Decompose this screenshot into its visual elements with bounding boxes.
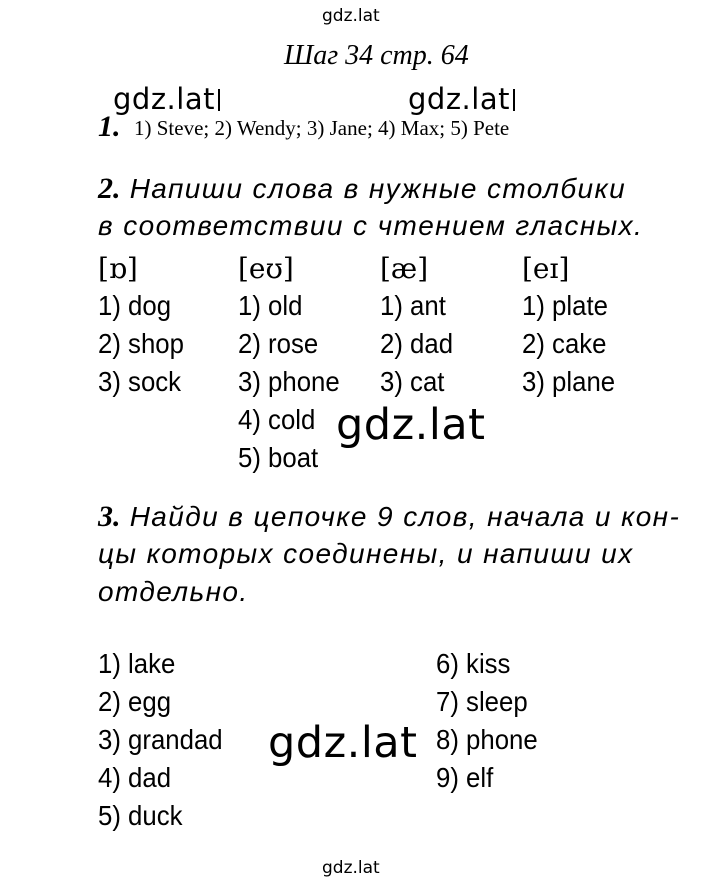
task1-number: 1.: [98, 110, 121, 143]
word-item: 3) plane: [522, 366, 616, 397]
column-header-sound-1: [ɒ]: [98, 252, 138, 285]
word-item: 5) boat: [238, 442, 319, 473]
word-item: 1) dog: [98, 290, 172, 321]
word-item: 2) shop: [98, 328, 184, 359]
watermark-top: gdz.lat: [322, 6, 380, 26]
task1-answer: 1) Steve; 2) Wendy; 3) Jane; 4) Max; 5) Pete: [134, 116, 510, 140]
answer-item: 4) dad: [98, 762, 172, 793]
word-item: 4) cold: [238, 404, 316, 435]
watermark-left-text: gdz.lat: [113, 82, 215, 116]
word-item: 3) sock: [98, 366, 182, 397]
word-item: 3) phone: [238, 366, 340, 397]
watermark-center: gdz.lat: [336, 400, 486, 450]
task3-number: 3.: [98, 500, 121, 533]
watermark-right-text: gdz.lat: [408, 82, 510, 116]
answer-item: 6) kiss: [436, 648, 511, 679]
task2-number: 2.: [98, 172, 121, 205]
word-item: 2) cake: [522, 328, 607, 359]
task2-instruction-line2: в соответствии с чтением гласных.: [98, 210, 644, 241]
cursor-bar: [513, 89, 515, 111]
task2-instruction-line1: [98, 172, 626, 206]
page-header: Шаг 34 стр. 64: [284, 40, 469, 71]
word-item: 2) rose: [238, 328, 319, 359]
cursor-bar: [218, 89, 220, 111]
word-item: 1) plate: [522, 290, 608, 321]
watermark-lower: gdz.lat: [268, 718, 418, 768]
task2-line1-text: Напиши слова в нужные столбики: [129, 173, 627, 204]
column-header-sound-4: [eɪ]: [522, 252, 570, 285]
answer-item: 9) elf: [436, 762, 494, 793]
column-header-sound-3: [æ]: [380, 252, 429, 285]
watermark-right: [408, 82, 515, 116]
answer-item: 3) grandad: [98, 724, 223, 755]
word-item: 1) old: [238, 290, 303, 321]
watermark-left: [113, 82, 220, 116]
watermark-bottom: gdz.lat: [322, 858, 380, 878]
answer-item: 5) duck: [98, 800, 183, 831]
answer-item: 8) phone: [436, 724, 538, 755]
task3-instruction-line2: цы которых соединены, и напиши их: [98, 538, 634, 569]
word-item: 1) ant: [380, 290, 446, 321]
word-item: 3) cat: [380, 366, 445, 397]
answer-item: 1) lake: [98, 648, 176, 679]
task3-instruction-line1: [98, 500, 680, 534]
answer-item: 2) egg: [98, 686, 172, 717]
word-item: 2) dad: [380, 328, 454, 359]
answer-item: 7) sleep: [436, 686, 528, 717]
column-header-sound-2: [eʊ]: [238, 252, 294, 285]
task3-instruction-line3: отдельно.: [98, 576, 249, 607]
task3-line1-text: Найди в цепочке 9 слов, начала и кон-: [129, 501, 681, 532]
